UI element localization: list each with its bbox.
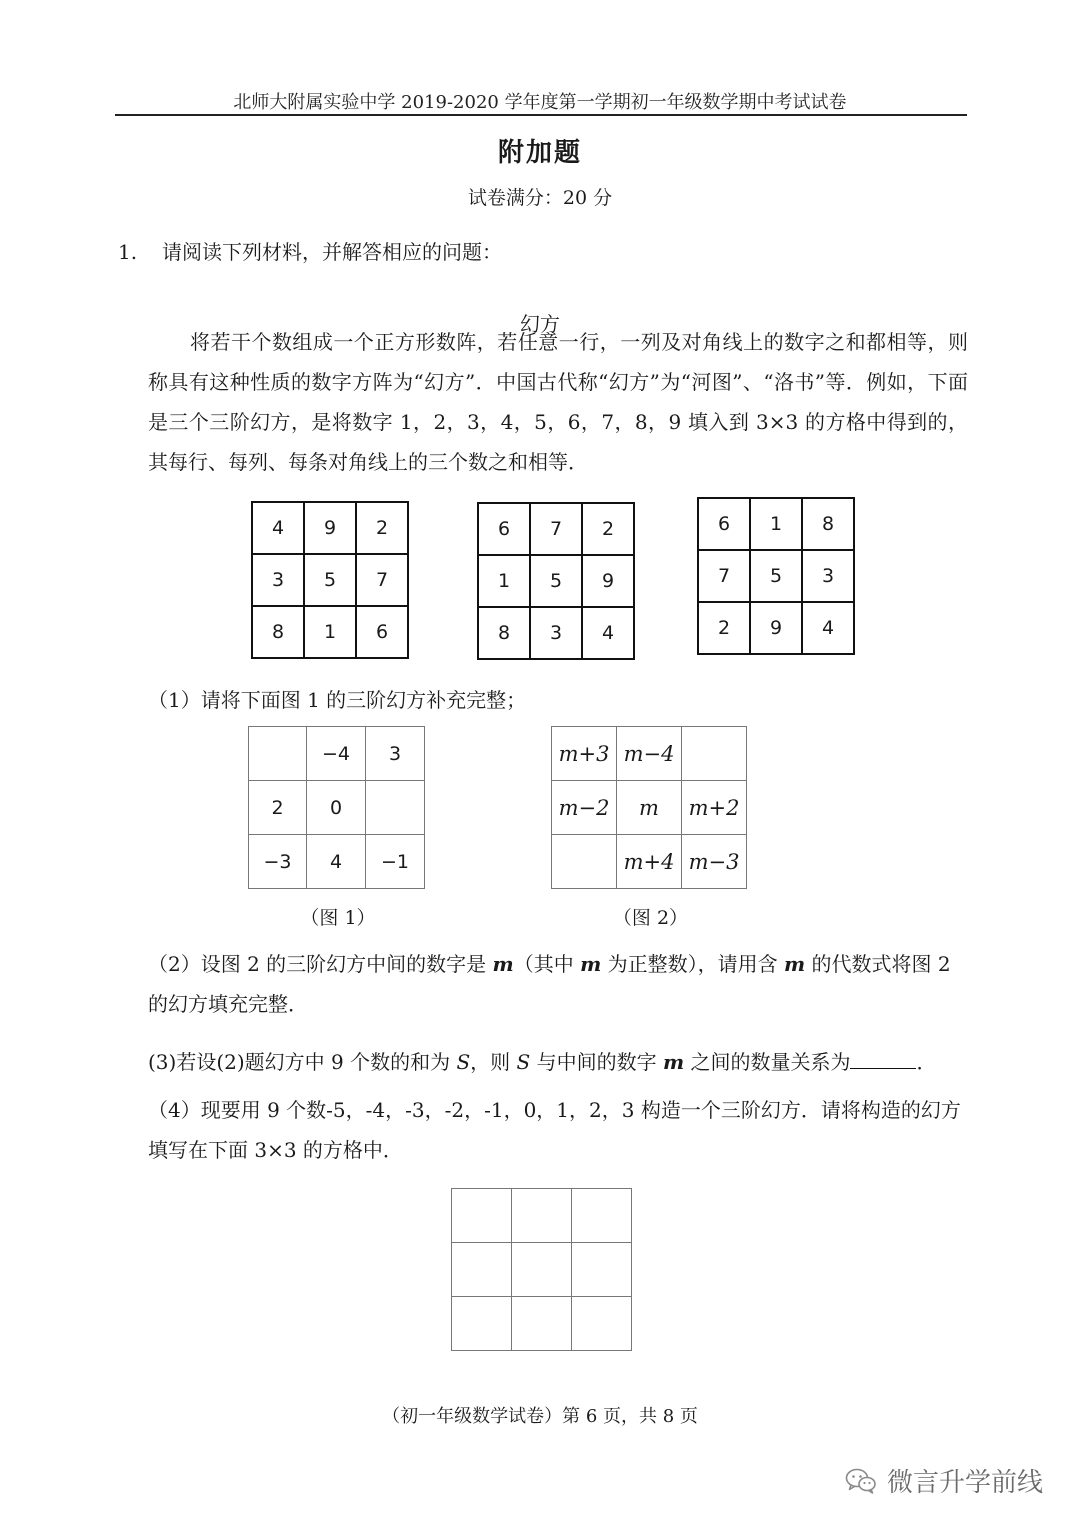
text-run: 为正整数），请用含 bbox=[601, 952, 784, 976]
variable-m: m bbox=[492, 952, 514, 976]
cell: 2 bbox=[582, 503, 634, 555]
cell: 6 bbox=[478, 503, 530, 555]
watermark bbox=[845, 1462, 1043, 1499]
exam-header: 北师大附属实验中学 2019-2020 学年度第一学期初一年级数学期中考试试卷 bbox=[233, 92, 847, 113]
variable-m: m bbox=[580, 952, 602, 976]
cell: 7 bbox=[356, 554, 408, 606]
answer-cell[interactable] bbox=[452, 1297, 512, 1351]
cell: 4 bbox=[307, 835, 366, 889]
cell bbox=[682, 727, 747, 781]
cell: −1 bbox=[366, 835, 425, 889]
cell: m+3 bbox=[552, 727, 617, 781]
answer-cell[interactable] bbox=[452, 1243, 512, 1297]
cell: m bbox=[617, 781, 682, 835]
cell: 1 bbox=[478, 555, 530, 607]
answer-cell[interactable] bbox=[572, 1297, 632, 1351]
answer-cell[interactable] bbox=[572, 1243, 632, 1297]
answer-cell[interactable] bbox=[572, 1189, 632, 1243]
page-title: 附加题 bbox=[497, 138, 582, 168]
cell: 3 bbox=[802, 550, 854, 602]
cell: m+4 bbox=[617, 835, 682, 889]
text-run: （其中 bbox=[513, 952, 581, 976]
text-run: (3)若设(2)题幻方中 9 个数的和为 bbox=[148, 1050, 457, 1074]
page-subtitle: 试卷满分：20 分 bbox=[467, 187, 613, 209]
cell: 9 bbox=[304, 502, 356, 554]
cell: −3 bbox=[249, 835, 307, 889]
question-prompt-text: 请阅读下列材料，并解答相应的问题： bbox=[162, 240, 502, 264]
watermark-text: 微言升学前线 bbox=[887, 1468, 1044, 1498]
question-number: 1. bbox=[118, 240, 138, 264]
answer-cell[interactable] bbox=[512, 1189, 572, 1243]
cell: 9 bbox=[750, 602, 802, 654]
cell: m−4 bbox=[617, 727, 682, 781]
figure-2-caption: （图 2） bbox=[612, 907, 689, 929]
variable-s: S bbox=[456, 1050, 471, 1074]
variable-m: m bbox=[662, 1050, 685, 1074]
part-3-text bbox=[148, 1042, 968, 1082]
cell: 2 bbox=[356, 502, 408, 554]
header-rule bbox=[115, 114, 967, 116]
part-1-text: （1）请将下面图 1 的三阶幻方补充完整； bbox=[148, 688, 527, 712]
question-1-prompt bbox=[118, 232, 502, 272]
cell: 3 bbox=[366, 727, 425, 781]
cell bbox=[249, 727, 307, 781]
variable-m: m bbox=[783, 952, 806, 976]
cell: 1 bbox=[750, 498, 802, 550]
material-text: 将若干个数组成一个正方形数阵，若任意一行，一列及对角线上的数字之和都相等，则称具有这种性质的数字方阵为“幻方”．中国古代称“幻方”为“河图”、“洛书”等．例如，下面是三个三阶幻方，是将数字 1，2，3，4，5，6，7，8，9 填入到 3×3 的方格中得到的，其每行、每列、每条对角线上的三个数之和相等． bbox=[148, 330, 968, 474]
text-run: （2）设图 2 的三阶幻方中间的数字是 bbox=[148, 952, 493, 976]
cell bbox=[366, 781, 425, 835]
cell: 8 bbox=[802, 498, 854, 550]
answer-blank[interactable] bbox=[850, 1048, 916, 1069]
figure-1-square bbox=[248, 726, 425, 889]
cell: 2 bbox=[249, 781, 307, 835]
cell: 5 bbox=[750, 550, 802, 602]
example-square-3 bbox=[697, 497, 855, 655]
text-run: 与中间的数字 bbox=[530, 1050, 663, 1074]
answer-cell[interactable] bbox=[512, 1297, 572, 1351]
text-run: 的代数式将图 2 的幻方填充完整． bbox=[148, 952, 951, 1016]
cell: 8 bbox=[478, 607, 530, 659]
cell: 6 bbox=[698, 498, 750, 550]
cell: 0 bbox=[307, 781, 366, 835]
text-run: 之间的数量关系为 bbox=[684, 1050, 851, 1074]
page-footer: （初一年级数学试卷）第 6 页，共 8 页 bbox=[382, 1406, 698, 1427]
cell: 8 bbox=[252, 606, 304, 658]
material-title: 幻方 bbox=[520, 312, 560, 336]
cell: 9 bbox=[582, 555, 634, 607]
example-square-2 bbox=[477, 502, 635, 660]
example-square-1 bbox=[251, 501, 409, 659]
cell: m+2 bbox=[682, 781, 747, 835]
text-run: ． bbox=[916, 1050, 937, 1074]
answer-cell[interactable] bbox=[452, 1189, 512, 1243]
cell: 3 bbox=[252, 554, 304, 606]
cell: 7 bbox=[698, 550, 750, 602]
cell: 4 bbox=[802, 602, 854, 654]
figure-1-caption: （图 1） bbox=[300, 907, 376, 929]
wechat-icon bbox=[845, 1467, 877, 1495]
cell bbox=[552, 835, 617, 889]
cell: 5 bbox=[304, 554, 356, 606]
cell: −4 bbox=[307, 727, 366, 781]
answer-cell[interactable] bbox=[512, 1243, 572, 1297]
figure-2-square bbox=[551, 726, 747, 889]
answer-grid bbox=[451, 1188, 632, 1351]
cell: 6 bbox=[356, 606, 408, 658]
cell: 4 bbox=[252, 502, 304, 554]
variable-s: S bbox=[516, 1050, 531, 1074]
part-2-text bbox=[148, 944, 968, 1024]
cell: m−2 bbox=[552, 781, 617, 835]
cell: 4 bbox=[582, 607, 634, 659]
cell: 3 bbox=[530, 607, 582, 659]
text-run: ，则 bbox=[470, 1050, 517, 1074]
cell: 1 bbox=[304, 606, 356, 658]
cell: m−3 bbox=[682, 835, 747, 889]
part-4-text: （4）现要用 9 个数-5，-4，-3，-2，-1，0，1，2，3 构造一个三阶幻方．请将构造的幻方填写在下面 3×3 的方格中． bbox=[148, 1098, 961, 1162]
cell: 7 bbox=[530, 503, 582, 555]
cell: 2 bbox=[698, 602, 750, 654]
cell: 5 bbox=[530, 555, 582, 607]
